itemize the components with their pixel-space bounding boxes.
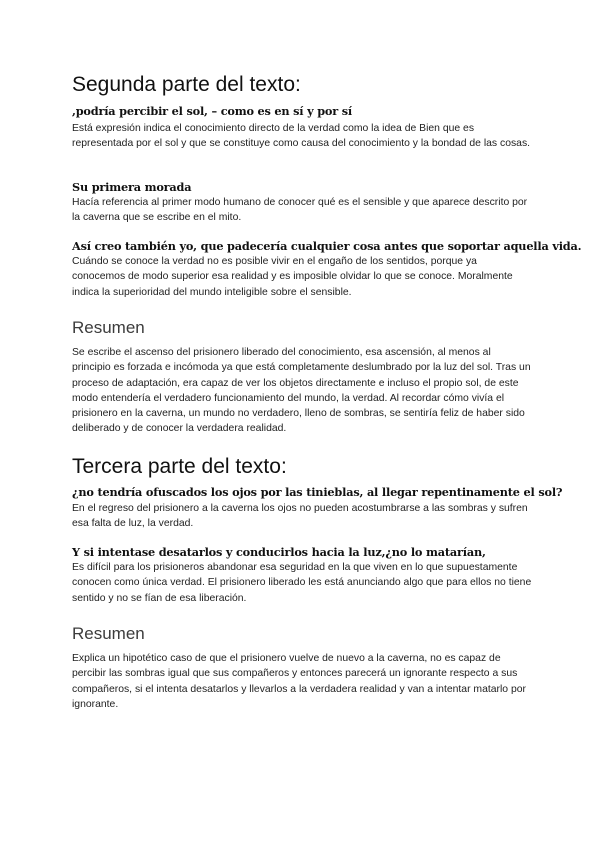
part3-summary-heading: Resumen xyxy=(72,624,145,643)
part3-summary-paragraph: Explica un hipotético caso de que el prisionero vuelve de nuevo a la caverna, no es capaz de percibir las sombras igual que sus compañeros y entonces parecerá un ignorante respecto a sus compañeros, si el intenta desatarlos y llevarlos a la verdadera realidad y van a intentar matarlo por ignorante. xyxy=(72,653,526,710)
part2-quote-1: ,podría percibir el sol, – como es en sí y por sí xyxy=(72,104,352,118)
part2-paragraph-2: Hacía referencia al primer modo humano de conocer qué es el sensible y que aparece descrito por la caverna que se escribe en el mito. xyxy=(72,197,528,224)
part3-paragraph-1: En el regreso del prisionero a la caverna los ojos no pueden acostumbrarse a las sombras y sufren esa falta de luz, la verdad. xyxy=(72,503,528,530)
part2-heading: Segunda parte del texto: xyxy=(72,73,301,96)
part2-quote-3: Así creo también yo, que padecería cualquier cosa antes que soportar aquella vida. xyxy=(72,239,582,253)
part3-paragraph-2: Es difícil para los prisioneros abandonar esa seguridad en la que viven en lo que supuestamente conocen como única verdad. El prisionero liberado les está anunciando algo que para ellos no tiene sentido y no se fían de esa liberación. xyxy=(72,562,532,604)
part3-quote-1: ¿no tendría ofuscados los ojos por las tinieblas, al llegar repentinamente el sol? xyxy=(72,485,563,499)
part2-paragraph-1: Está expresión indica el conocimiento directo de la verdad como la idea de Bien que es representada por el sol y que se constituye como causa del conocimiento y la bondad de las cosas. xyxy=(72,123,531,150)
part3-quote-2: Y si intentase desatarlos y conducirlos hacia la luz,¿no lo matarían, xyxy=(72,545,486,559)
part2-paragraph-3: Cuándo se conoce la verdad no es posible vivir en el engaño de los sentidos, porque ya conocemos de modo superior esa realidad y es imposible olvidar lo que se conoce. Moralmente indica la superioridad del mundo inteligible sobre el sensible. xyxy=(72,256,513,298)
part3-heading: Tercera parte del texto: xyxy=(72,455,287,478)
part2-summary-heading: Resumen xyxy=(72,318,145,337)
part2-quote-2: Su primera morada xyxy=(72,180,192,194)
part2-summary-paragraph: Se escribe el ascenso del prisionero liberado del conocimiento, esa ascensión, al menos al principio es forzada e incómoda ya que está completamente deslumbrado por la luz del sol. Tras un proceso de adaptación, era capaz de ver los objetos directamente e incluso el propio sol, de este modo entendería el verdadero funcionamiento del mundo, la verdad. Al recordar cómo vivía el prisionero en la caverna, un mundo no verdadero, lleno de sombras, se sentiría feliz de haber sido deliberado y de conocer la verdadera realidad. xyxy=(72,347,531,435)
